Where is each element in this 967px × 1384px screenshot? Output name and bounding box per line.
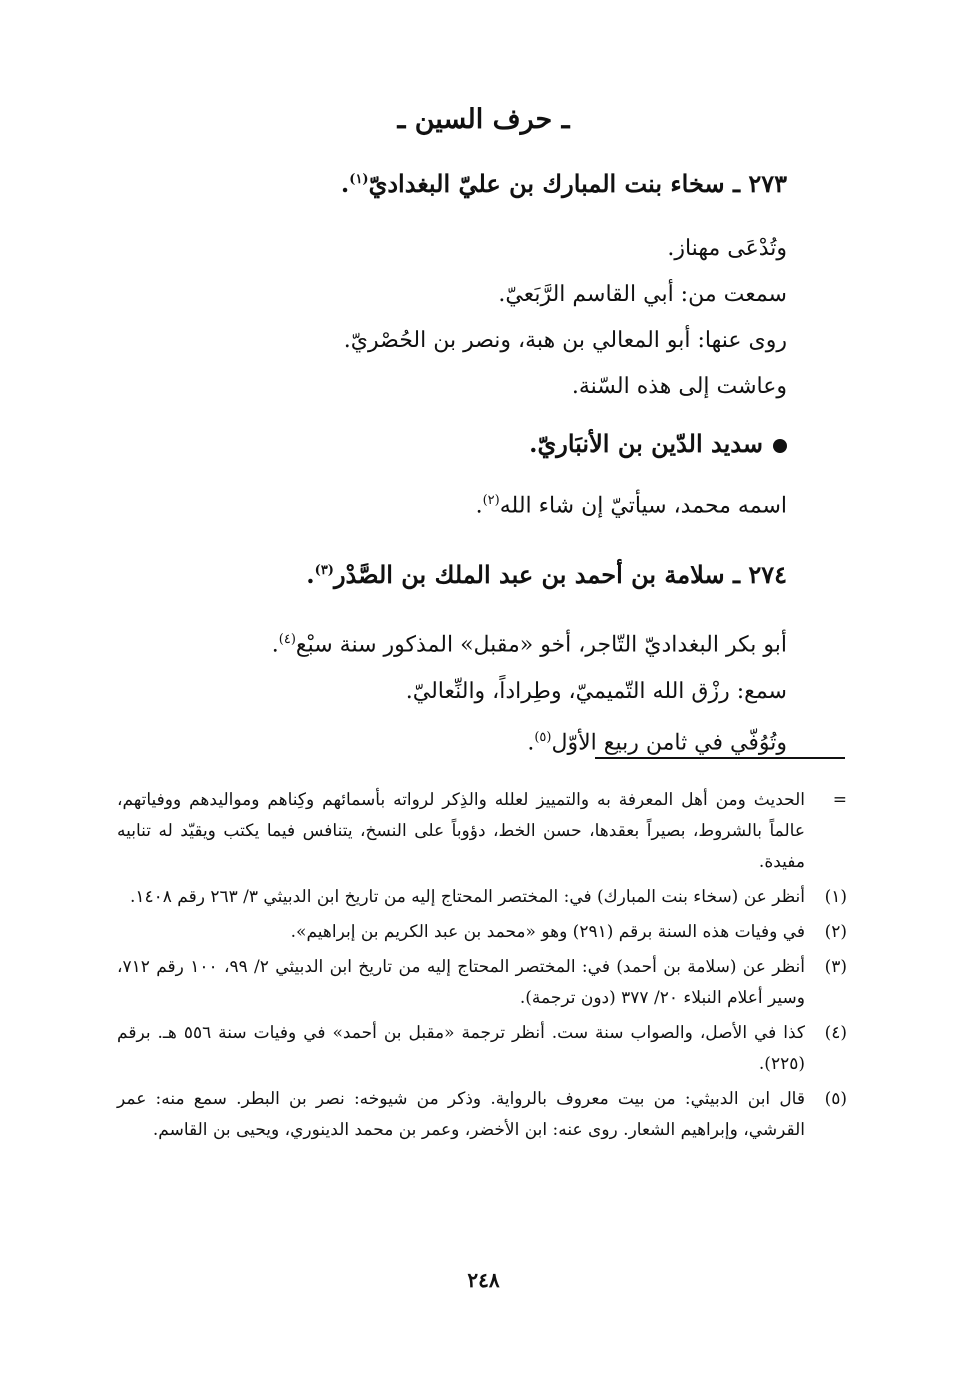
entry-274-line-1 (137, 617, 787, 668)
footnote-number: (١) (824, 887, 847, 907)
sadid-line-text: اسمه محمد، سيأتيّ إن شاء الله (499, 493, 787, 519)
continuation-marker: = (832, 790, 847, 810)
footnote-number: (٣) (824, 957, 847, 977)
footnote-ref-1[interactable]: (١) (349, 172, 369, 187)
entry-274-line-2: سمع: رزْق الله التّميميّ، وطِراداً، والنِّعاليّ. (405, 678, 787, 704)
entry-273-line-2: سمعت من: أبي القاسم الرَّبَعيّ. (498, 282, 787, 307)
footnote-number: (٤) (824, 1023, 847, 1043)
footnote-continuation-text: الحديث ومن أهل المعرفة به والتمييز لعلله والذِكر لرواته بأسمائهم وكِناهم ومواليدهم ووفياتهم، عالماً بالشروط، بصيراً بعقدها، حسن الخط، دؤوباً على النسخ، يتنافس فيما يكتب ويقيّد له تنابيه مفيدة. (117, 790, 805, 872)
footnote-number: (٥) (824, 1089, 847, 1109)
footnote-ref-5[interactable]: (٥) (534, 729, 552, 745)
sadid-line (137, 478, 787, 529)
footnote-text: أنظر عن (سخاء بنت المبارك) في: المختصر المحتاج إليه من تاريخ ابن الدبيثي ٣/ ٢٦٣ رقم ١٤٠٨. (129, 887, 805, 907)
section-title: ـ حرف السين ـ (397, 104, 570, 135)
footnote-3 (117, 952, 847, 1014)
footnote-text: في وفيات هذه السنة برقم (٢٩١) وهو «محمد بن عبد الكريم بن إبراهيم». (290, 922, 805, 942)
entry-273-heading-end: . (340, 169, 350, 198)
page-number: ٢٤٨ (467, 1268, 500, 1292)
entry-274-line-3-end: . (527, 729, 535, 755)
entry-273-heading (137, 160, 787, 204)
footnote-number: (٢) (824, 922, 847, 942)
sadid-line-end: . (475, 493, 483, 519)
footnote-continuation (117, 785, 847, 878)
sadid-heading-text: سديد الدّين بن الأنبَاريّ. (529, 429, 763, 458)
footnote-4 (117, 1018, 847, 1080)
bullet-icon (773, 439, 787, 453)
entry-274-line-1-end: . (271, 632, 279, 658)
footnote-1 (117, 882, 847, 913)
entry-274-line-1-text: أبو بكر البغداديّ التّاجر، أخو «مقبل» المذكور سنة سبْع (295, 632, 787, 658)
entry-273-line-4: وعاشت إلى هذه السّنة. (571, 374, 787, 399)
footnote-ref-4[interactable]: (٤) (278, 632, 296, 648)
entry-274-heading-text: ٢٧٤ ـ سلامة بن أحمد بن عبد الملك بن الصَّدْر (333, 560, 787, 590)
footnotes (117, 785, 847, 1150)
footnote-text: أنظر عن (سلامة بن أحمد) في: المختصر المحتاج إليه من تاريخ ابن الدبيثي ٢/ ٩٩، ١٠٠ رقم ٧١٢، وسير أعلام النبلاء ٢٠/ ٣٧٧ (دون ترجمة). (117, 957, 805, 1008)
sadid-heading (137, 424, 787, 464)
footnote-divider (595, 757, 845, 759)
entry-273-heading-text: ٢٧٣ ـ سخاء بنت المبارك بن عليّ البغداديّ (368, 169, 787, 198)
entry-273-line-1: وتُدْعَى مهناز. (667, 236, 787, 261)
footnote-2 (117, 917, 847, 948)
main-text (137, 160, 787, 766)
footnote-ref-2[interactable]: (٢) (482, 493, 500, 508)
entry-274-line-3-text: وتُوُفّي في ثامن ربيع الأوّل (551, 729, 787, 755)
footnote-text: قال ابن الدبيثي: من بيت معروف بالرواية. وذكر من شيوخه: نصر بن البطر. سمع منه: عمر القرشي، وإبراهيم الشعار. روى عنه: ابن الأخضر، وعمر بن محمد الدينوري، ويحيى بن القاسم. (117, 1089, 805, 1140)
footnote-text: كذا في الأصل، والصواب سنة ست. أنظر ترجمة «مقبل بن أحمد» في وفيات سنة ٥٥٦ هـ. برقم (٢٢٥). (117, 1023, 805, 1074)
entry-273-line-3: روى عنها: أبو المعالي بن هبة، ونصر بن الحُصْريّ. (343, 328, 787, 353)
footnote-5 (117, 1084, 847, 1146)
entry-274-heading (137, 551, 787, 595)
footnote-ref-3[interactable]: (٣) (314, 563, 334, 579)
entry-274-heading-end: . (306, 560, 315, 590)
